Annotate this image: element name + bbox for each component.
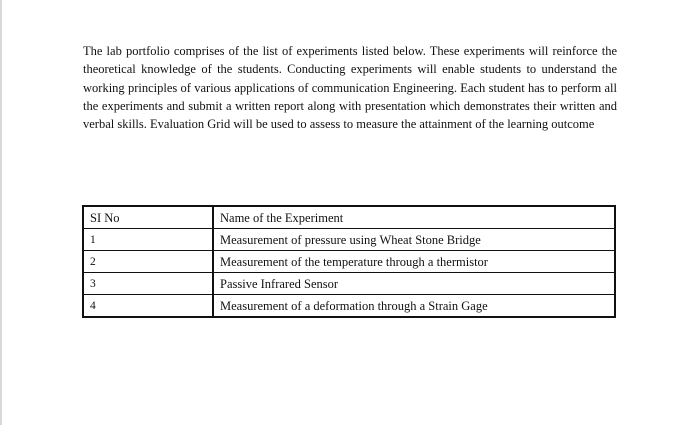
page-left-edge [0, 0, 2, 425]
table-row [83, 273, 615, 295]
row-serial-number: 4 [83, 295, 213, 318]
row-serial-number: 1 [83, 229, 213, 251]
header-experiment-name: Name of the Experiment [213, 206, 615, 229]
table-header-row [83, 206, 615, 229]
row-experiment-name: Passive Infrared Sensor [213, 273, 615, 295]
experiments-table [82, 205, 616, 318]
row-serial-number: 3 [83, 273, 213, 295]
row-serial-number: 2 [83, 251, 213, 273]
table-row [83, 229, 615, 251]
row-experiment-name: Measurement of the temperature through a thermistor [213, 251, 615, 273]
row-experiment-name: Measurement of pressure using Wheat Stone Bridge [213, 229, 615, 251]
row-experiment-name: Measurement of a deformation through a Strain Gage [213, 295, 615, 318]
table-row [83, 295, 615, 318]
intro-paragraph: The lab portfolio comprises of the list of experiments listed below. These experiments will reinforce the theoretical knowledge of the students. Conducting experiments will enable students to understand the working principles of various applications of communication Engineering. Each student has to perform all the experiments and submit a written report along with presentation which demonstrates their written and verbal skills. Evaluation Grid will be used to assess to measure the attainment of the learning outcome [83, 44, 617, 132]
header-serial-number: SI No [83, 206, 213, 229]
table-row [83, 251, 615, 273]
